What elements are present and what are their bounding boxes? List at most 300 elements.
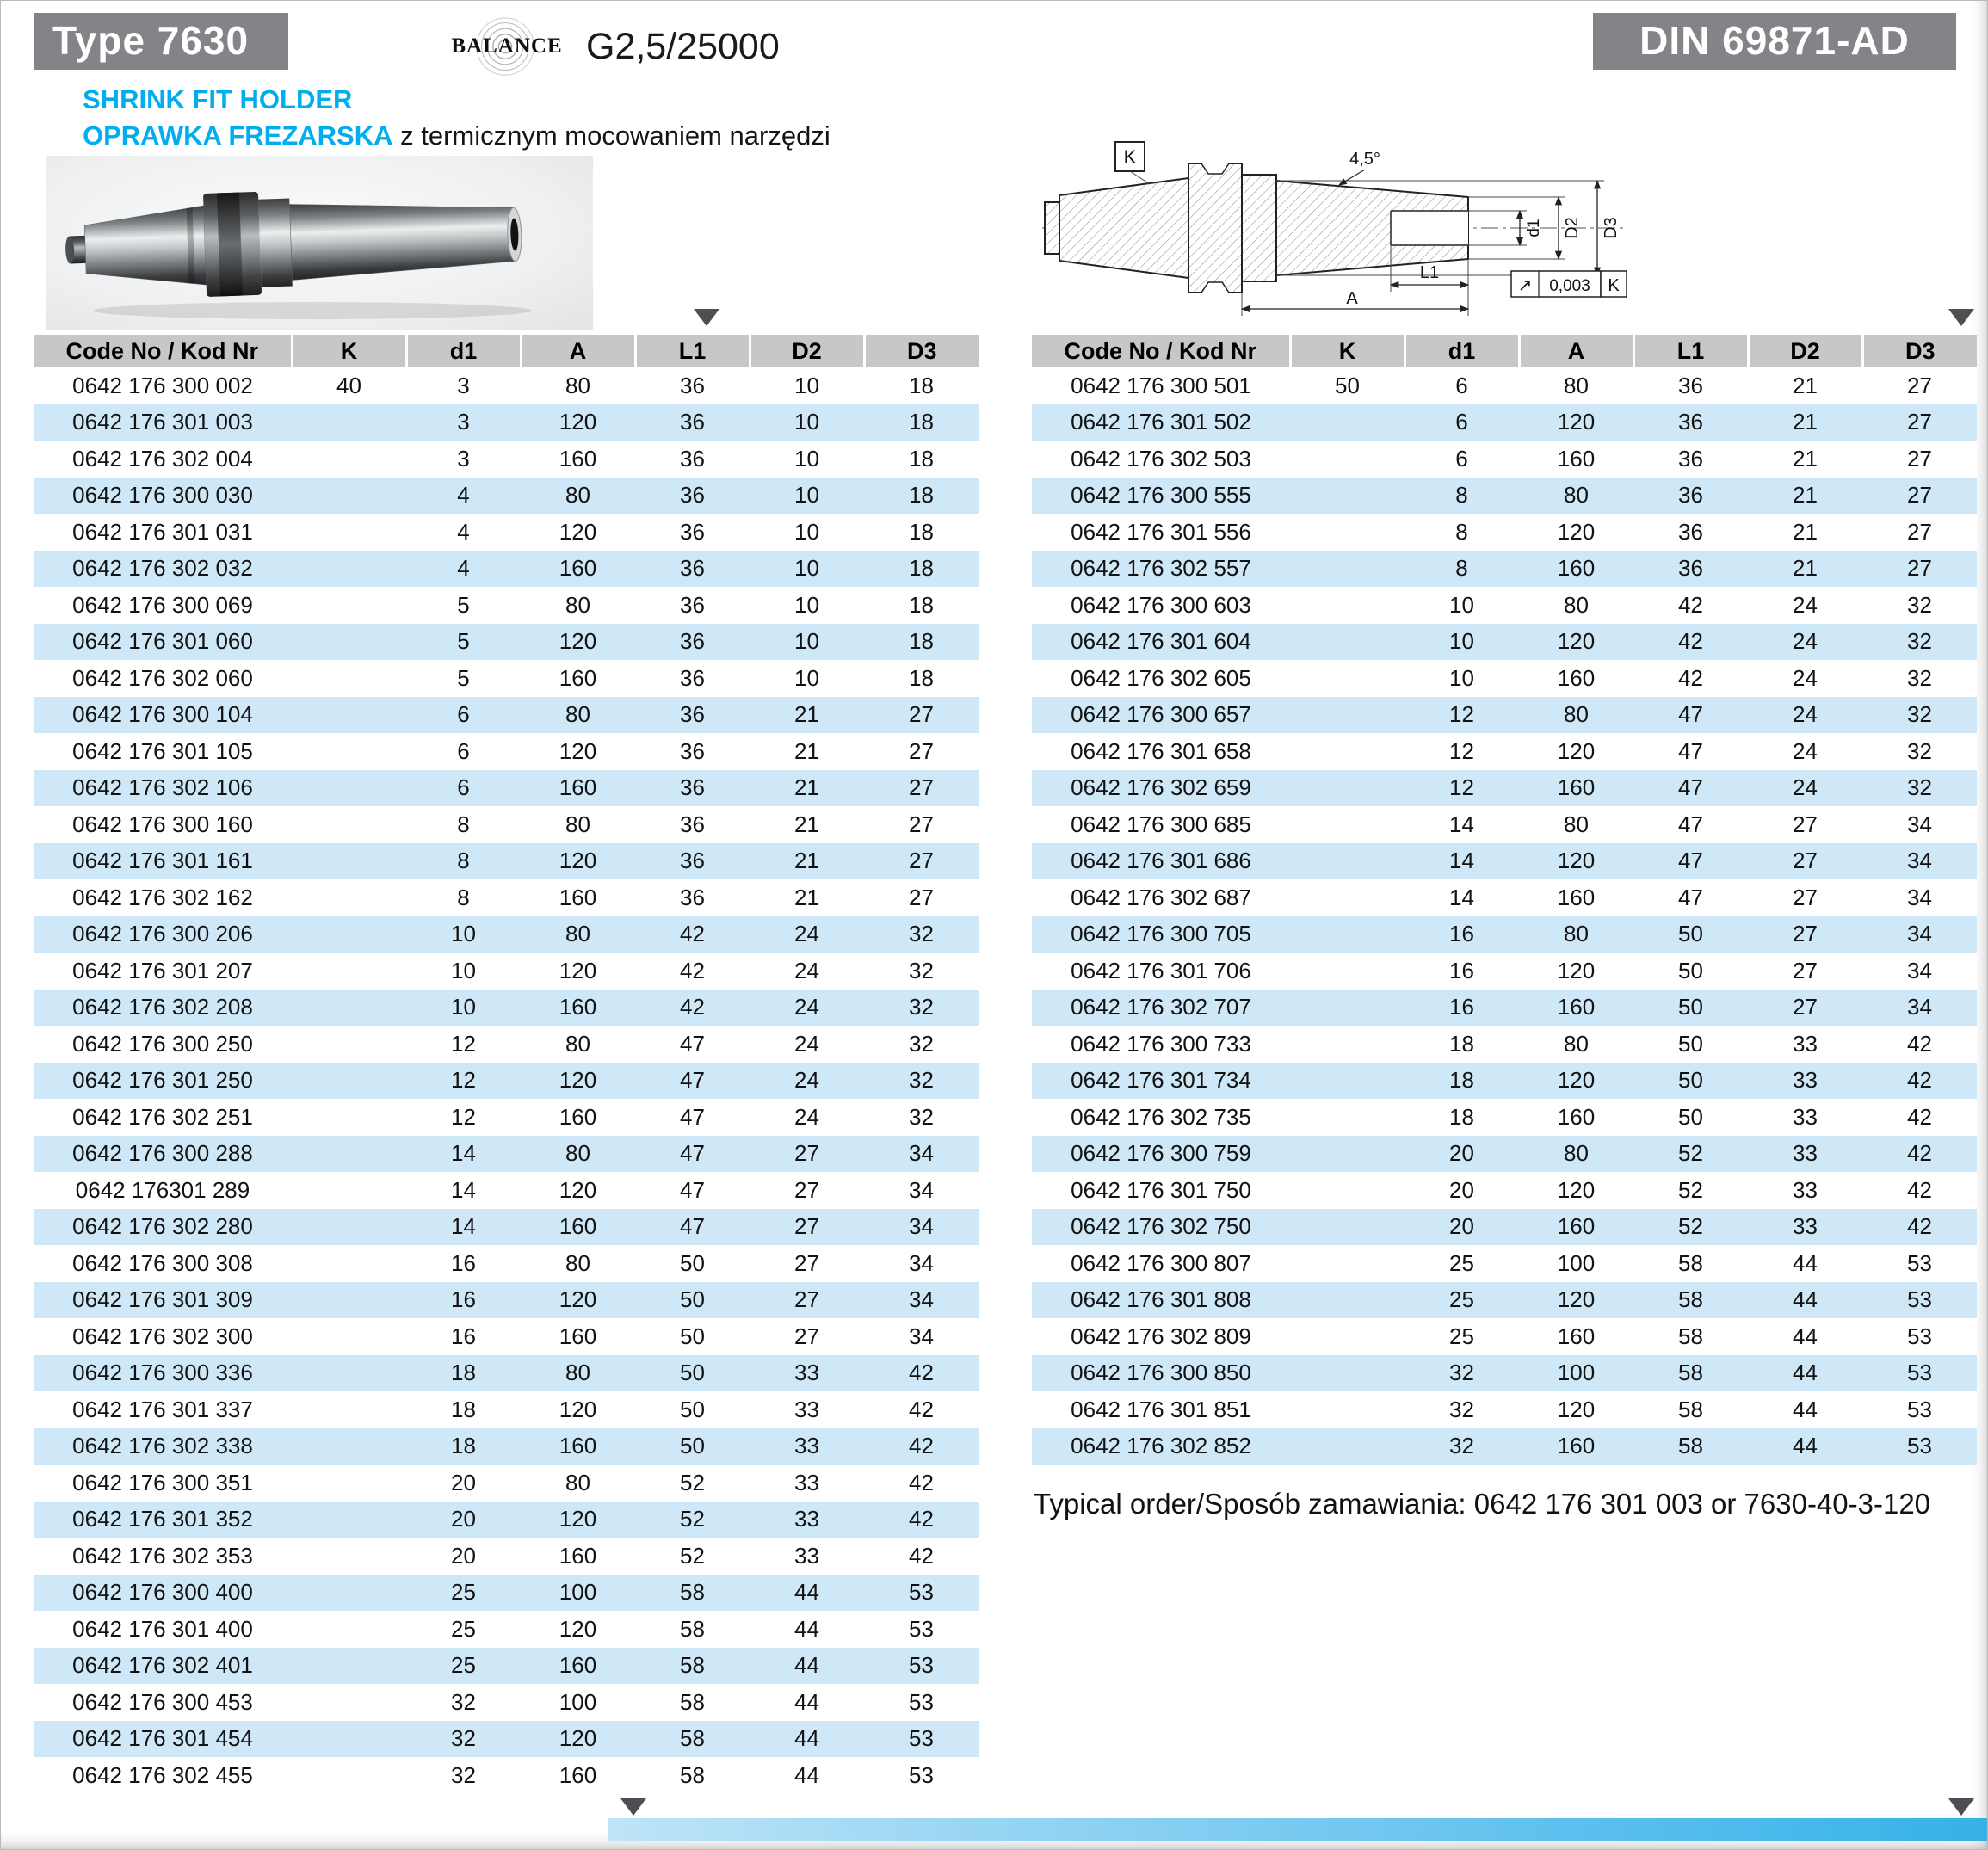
column-header: K	[292, 335, 406, 367]
code-cell: 0642 176 300 733	[1032, 1026, 1290, 1063]
value-cell: 160	[521, 770, 635, 807]
value-cell: 160	[1519, 441, 1633, 478]
value-cell: 18	[864, 478, 979, 515]
value-cell: 10	[750, 624, 864, 661]
value-cell: 160	[1519, 1428, 1633, 1465]
value-cell: 36	[635, 879, 750, 916]
value-cell: 120	[521, 404, 635, 441]
value-cell: 120	[521, 953, 635, 990]
value-cell: 160	[521, 1209, 635, 1246]
value-cell	[1290, 1209, 1405, 1246]
column-header: D3	[1862, 335, 1977, 367]
table-row	[34, 1465, 979, 1502]
value-cell: 53	[1862, 1391, 1977, 1428]
value-cell	[292, 697, 406, 734]
value-cell: 44	[1748, 1282, 1862, 1319]
value-cell: 16	[1405, 916, 1519, 953]
value-cell: 27	[1862, 478, 1977, 515]
value-cell: 80	[521, 916, 635, 953]
code-cell: 0642 176 300 160	[34, 806, 292, 843]
value-cell: 32	[864, 953, 979, 990]
product-title-en: SHRINK FIT HOLDER	[83, 84, 353, 114]
value-cell: 80	[1519, 1026, 1633, 1063]
table-row	[34, 478, 979, 515]
value-cell	[1290, 478, 1405, 515]
value-cell: 33	[750, 1538, 864, 1575]
code-cell: 0642 176 302 735	[1032, 1099, 1290, 1136]
value-cell: 34	[864, 1172, 979, 1209]
value-cell: 50	[1633, 916, 1748, 953]
value-cell: 10	[406, 990, 521, 1027]
value-cell: 27	[1748, 953, 1862, 990]
value-cell: 160	[1519, 879, 1633, 916]
table-row	[34, 990, 979, 1027]
value-cell: 20	[1405, 1209, 1519, 1246]
value-cell: 27	[864, 697, 979, 734]
runout-value: 0,003	[1549, 277, 1590, 295]
dim-label-d3: D3	[1602, 217, 1621, 239]
table-row	[34, 1575, 979, 1612]
product-title-pl	[83, 120, 830, 151]
value-cell: 10	[750, 404, 864, 441]
value-cell: 100	[1519, 1245, 1633, 1282]
value-cell: 36	[1633, 404, 1748, 441]
value-cell: 47	[1633, 806, 1748, 843]
value-cell	[1290, 1099, 1405, 1136]
value-cell: 120	[521, 1391, 635, 1428]
value-cell: 160	[1519, 1099, 1633, 1136]
value-cell	[1290, 1063, 1405, 1100]
value-cell: 36	[635, 551, 750, 588]
value-cell: 80	[521, 697, 635, 734]
value-cell	[292, 1721, 406, 1758]
value-cell: 21	[750, 879, 864, 916]
value-cell: 120	[521, 733, 635, 770]
value-cell: 120	[521, 1063, 635, 1100]
table-row	[1032, 624, 1977, 661]
drawing-figure	[1029, 135, 1976, 323]
table-row	[34, 1611, 979, 1648]
column-header: D3	[864, 335, 979, 367]
triangle-down-icon	[620, 1798, 646, 1816]
value-cell: 33	[1748, 1099, 1862, 1136]
value-cell	[1290, 1245, 1405, 1282]
value-cell: 3	[406, 367, 521, 404]
code-cell: 0642 176 301 105	[34, 733, 292, 770]
value-cell: 10	[750, 514, 864, 551]
code-cell: 0642 176 301 556	[1032, 514, 1290, 551]
table-row	[34, 1063, 979, 1100]
value-cell: 27	[864, 843, 979, 880]
angle-label: 4,5°	[1349, 150, 1380, 169]
table-row	[1032, 1391, 1977, 1428]
code-cell: 0642 176 302 251	[34, 1099, 292, 1136]
value-cell: 20	[406, 1465, 521, 1502]
value-cell: 33	[750, 1465, 864, 1502]
value-cell: 27	[1862, 551, 1977, 588]
value-cell: 44	[1748, 1355, 1862, 1392]
value-cell: 24	[1748, 660, 1862, 697]
code-cell: 0642 176 302 338	[34, 1428, 292, 1465]
value-cell: 18	[864, 587, 979, 624]
value-cell: 58	[1633, 1282, 1748, 1319]
value-cell	[1290, 1136, 1405, 1173]
value-cell	[292, 1465, 406, 1502]
type-label: Type 7630	[34, 13, 288, 70]
value-cell: 36	[635, 843, 750, 880]
value-cell	[1290, 879, 1405, 916]
value-cell: 42	[864, 1465, 979, 1502]
code-cell: 0642 176 300 850	[1032, 1355, 1290, 1392]
code-cell: 0642 176 302 605	[1032, 660, 1290, 697]
value-cell	[1290, 660, 1405, 697]
triangle-down-icon	[694, 309, 719, 326]
value-cell: 47	[635, 1172, 750, 1209]
code-cell: 0642 176 301 750	[1032, 1172, 1290, 1209]
value-cell: 53	[1862, 1355, 1977, 1392]
value-cell: 3	[406, 404, 521, 441]
value-cell: 18	[864, 367, 979, 404]
value-cell: 160	[521, 1757, 635, 1794]
table-header-row	[1032, 335, 1977, 367]
code-cell: 0642 176 302 004	[34, 441, 292, 478]
code-cell: 0642 176 301 502	[1032, 404, 1290, 441]
code-cell: 0642 176 302 852	[1032, 1428, 1290, 1465]
value-cell: 34	[864, 1245, 979, 1282]
value-cell: 80	[521, 1245, 635, 1282]
value-cell: 160	[521, 990, 635, 1027]
value-cell	[1290, 1318, 1405, 1355]
value-cell: 6	[1405, 367, 1519, 404]
value-cell: 100	[521, 1684, 635, 1721]
table-row	[34, 806, 979, 843]
value-cell	[1290, 404, 1405, 441]
value-cell: 24	[750, 916, 864, 953]
value-cell: 80	[1519, 806, 1633, 843]
value-cell: 32	[864, 916, 979, 953]
value-cell: 21	[750, 697, 864, 734]
value-cell: 21	[750, 843, 864, 880]
table-row	[1032, 1245, 1977, 1282]
value-cell: 18	[864, 404, 979, 441]
value-cell	[292, 733, 406, 770]
code-cell: 0642 176 302 687	[1032, 879, 1290, 916]
product-photo	[46, 156, 593, 330]
value-cell: 80	[1519, 367, 1633, 404]
value-cell: 18	[1405, 1099, 1519, 1136]
value-cell: 18	[1405, 1063, 1519, 1100]
value-cell: 44	[750, 1757, 864, 1794]
value-cell: 20	[1405, 1172, 1519, 1209]
value-cell: 80	[521, 1355, 635, 1392]
table-row	[1032, 843, 1977, 880]
technical-drawing	[1029, 135, 1976, 323]
table-row	[1032, 587, 1977, 624]
code-cell: 0642 176 300 657	[1032, 697, 1290, 734]
value-cell: 21	[1748, 441, 1862, 478]
value-cell: 36	[635, 441, 750, 478]
table-row	[34, 551, 979, 588]
table-row	[34, 879, 979, 916]
value-cell: 53	[864, 1648, 979, 1685]
code-cell: 0642 176 300 250	[34, 1026, 292, 1063]
table-row	[34, 1538, 979, 1575]
value-cell: 27	[864, 770, 979, 807]
pull-stud-end	[1045, 202, 1059, 254]
value-cell: 120	[1519, 1172, 1633, 1209]
value-cell: 50	[1290, 367, 1405, 404]
value-cell: 58	[635, 1757, 750, 1794]
value-cell: 18	[864, 441, 979, 478]
table-row	[34, 1209, 979, 1246]
value-cell: 18	[864, 551, 979, 588]
table-row	[1032, 953, 1977, 990]
value-cell: 80	[521, 1465, 635, 1502]
value-cell: 120	[521, 624, 635, 661]
value-cell: 42	[1862, 1026, 1977, 1063]
value-cell: 20	[406, 1502, 521, 1539]
product-title-pl-highlight: OPRAWKA FREZARSKA	[83, 120, 393, 151]
value-cell: 52	[1633, 1136, 1748, 1173]
value-cell: 36	[635, 478, 750, 515]
column-header: d1	[406, 335, 521, 367]
code-cell: 0642 176 301 734	[1032, 1063, 1290, 1100]
value-cell: 32	[1862, 770, 1977, 807]
value-cell: 21	[1748, 514, 1862, 551]
value-cell: 33	[750, 1428, 864, 1465]
value-cell: 47	[1633, 770, 1748, 807]
value-cell	[292, 770, 406, 807]
value-cell: 32	[864, 1063, 979, 1100]
table-row	[34, 1648, 979, 1685]
value-cell: 40	[292, 367, 406, 404]
value-cell: 52	[1633, 1209, 1748, 1246]
value-cell	[292, 953, 406, 990]
code-cell: 0642 176 301 309	[34, 1282, 292, 1319]
value-cell: 32	[406, 1757, 521, 1794]
value-cell: 50	[635, 1318, 750, 1355]
value-cell: 34	[864, 1318, 979, 1355]
value-cell: 42	[1862, 1172, 1977, 1209]
code-cell: 0642 176 300 308	[34, 1245, 292, 1282]
din-standard-label: DIN 69871-AD	[1593, 13, 1956, 70]
value-cell: 12	[406, 1099, 521, 1136]
table-row	[34, 1721, 979, 1758]
code-cell: 0642 176 301 161	[34, 843, 292, 880]
value-cell	[1290, 733, 1405, 770]
code-cell: 0642 176 301 337	[34, 1391, 292, 1428]
value-cell	[292, 478, 406, 515]
value-cell: 42	[864, 1355, 979, 1392]
table-row	[1032, 660, 1977, 697]
code-cell: 0642 176 301 454	[34, 1721, 292, 1758]
table-row	[1032, 1282, 1977, 1319]
value-cell: 50	[1633, 1099, 1748, 1136]
spec-table-k50	[1032, 335, 1977, 1465]
value-cell: 24	[750, 1063, 864, 1100]
value-cell	[292, 1391, 406, 1428]
value-cell: 6	[1405, 441, 1519, 478]
value-cell: 100	[521, 1575, 635, 1612]
table-row	[1032, 1209, 1977, 1246]
value-cell: 8	[406, 806, 521, 843]
value-cell: 36	[1633, 551, 1748, 588]
value-cell: 80	[1519, 587, 1633, 624]
value-cell: 160	[521, 660, 635, 697]
value-cell: 160	[521, 1318, 635, 1355]
value-cell	[292, 514, 406, 551]
code-cell: 0642 176 302 208	[34, 990, 292, 1027]
value-cell: 10	[406, 953, 521, 990]
table-row	[34, 1282, 979, 1319]
value-cell: 120	[1519, 733, 1633, 770]
value-cell: 34	[1862, 953, 1977, 990]
value-cell: 34	[864, 1136, 979, 1173]
value-cell: 10	[1405, 587, 1519, 624]
value-cell: 44	[750, 1575, 864, 1612]
value-cell: 58	[635, 1611, 750, 1648]
value-cell: 44	[1748, 1318, 1862, 1355]
value-cell: 42	[864, 1428, 979, 1465]
value-cell: 5	[406, 587, 521, 624]
value-cell: 10	[750, 660, 864, 697]
value-cell: 58	[635, 1575, 750, 1612]
value-cell: 16	[406, 1318, 521, 1355]
value-cell: 36	[635, 770, 750, 807]
code-cell: 0642 176 301 400	[34, 1611, 292, 1648]
table-row	[1032, 1063, 1977, 1100]
value-cell: 44	[750, 1611, 864, 1648]
column-header: K	[1290, 335, 1405, 367]
datum-label: K	[1123, 146, 1137, 168]
value-cell: 32	[1862, 660, 1977, 697]
code-cell: 0642 176 301 851	[1032, 1391, 1290, 1428]
table-header-row	[34, 335, 979, 367]
value-cell: 27	[750, 1282, 864, 1319]
value-cell: 32	[1862, 697, 1977, 734]
value-cell: 16	[1405, 990, 1519, 1027]
value-cell: 58	[1633, 1355, 1748, 1392]
value-cell	[1290, 770, 1405, 807]
value-cell: 32	[406, 1684, 521, 1721]
value-cell: 52	[635, 1465, 750, 1502]
value-cell	[292, 916, 406, 953]
value-cell: 50	[635, 1282, 750, 1319]
code-cell: 0642 176 301 706	[1032, 953, 1290, 990]
value-cell: 47	[1633, 843, 1748, 880]
value-cell: 120	[1519, 404, 1633, 441]
table-row	[34, 1318, 979, 1355]
value-cell: 120	[1519, 953, 1633, 990]
column-header: L1	[635, 335, 750, 367]
value-cell: 24	[1748, 697, 1862, 734]
value-cell: 80	[521, 478, 635, 515]
value-cell	[292, 1611, 406, 1648]
value-cell: 24	[1748, 624, 1862, 661]
value-cell: 27	[1748, 843, 1862, 880]
code-cell: 0642 176 300 400	[34, 1575, 292, 1612]
runout-datum: K	[1608, 276, 1620, 295]
value-cell: 36	[635, 660, 750, 697]
value-cell	[1290, 953, 1405, 990]
value-cell: 27	[750, 1209, 864, 1246]
value-cell: 18	[406, 1391, 521, 1428]
value-cell: 80	[1519, 916, 1633, 953]
value-cell: 36	[635, 514, 750, 551]
flange	[1188, 163, 1242, 293]
value-cell: 27	[864, 733, 979, 770]
value-cell: 52	[635, 1502, 750, 1539]
value-cell: 50	[635, 1355, 750, 1392]
value-cell: 4	[406, 551, 521, 588]
code-cell: 0642 176 301 604	[1032, 624, 1290, 661]
value-cell: 24	[750, 1099, 864, 1136]
value-cell: 36	[635, 697, 750, 734]
value-cell: 42	[1862, 1136, 1977, 1173]
value-cell: 27	[750, 1318, 864, 1355]
code-cell: 0642 176 302 557	[1032, 551, 1290, 588]
value-cell: 32	[864, 990, 979, 1027]
value-cell: 42	[1633, 624, 1748, 661]
value-cell	[1290, 1172, 1405, 1209]
code-cell: 0642 176 301 031	[34, 514, 292, 551]
table-row	[34, 624, 979, 661]
table-row	[1032, 367, 1977, 404]
value-cell: 42	[864, 1502, 979, 1539]
value-cell: 120	[1519, 1063, 1633, 1100]
value-cell: 44	[750, 1684, 864, 1721]
table-row	[1032, 404, 1977, 441]
value-cell: 53	[1862, 1318, 1977, 1355]
value-cell: 42	[635, 990, 750, 1027]
value-cell: 160	[521, 1099, 635, 1136]
triangle-down-icon	[1948, 1798, 1974, 1816]
value-cell	[292, 879, 406, 916]
value-cell: 160	[1519, 551, 1633, 588]
table-row	[34, 1428, 979, 1465]
value-cell: 50	[1633, 1063, 1748, 1100]
value-cell: 53	[864, 1611, 979, 1648]
dim-label-l1: L1	[1419, 263, 1440, 282]
value-cell	[1290, 624, 1405, 661]
value-cell: 47	[635, 1209, 750, 1246]
code-cell: 0642 176 302 659	[1032, 770, 1290, 807]
value-cell: 14	[406, 1172, 521, 1209]
value-cell: 27	[1862, 441, 1977, 478]
table-row	[34, 1245, 979, 1282]
column-header: D2	[750, 335, 864, 367]
code-cell: 0642 176 302 032	[34, 551, 292, 588]
value-cell: 120	[521, 843, 635, 880]
balance-grade: G2,5/25000	[586, 25, 780, 67]
table-row	[1032, 1428, 1977, 1465]
value-cell: 58	[1633, 1391, 1748, 1428]
table-row	[1032, 1136, 1977, 1173]
value-cell	[1290, 990, 1405, 1027]
value-cell: 24	[1748, 770, 1862, 807]
collar	[1242, 175, 1276, 281]
table-row	[34, 660, 979, 697]
value-cell: 80	[521, 367, 635, 404]
code-cell: 0642 176 300 555	[1032, 478, 1290, 515]
value-cell: 27	[864, 879, 979, 916]
value-cell: 44	[1748, 1391, 1862, 1428]
value-cell: 36	[1633, 367, 1748, 404]
value-cell: 33	[1748, 1136, 1862, 1173]
value-cell	[292, 843, 406, 880]
value-cell: 58	[1633, 1428, 1748, 1465]
value-cell: 80	[1519, 1136, 1633, 1173]
